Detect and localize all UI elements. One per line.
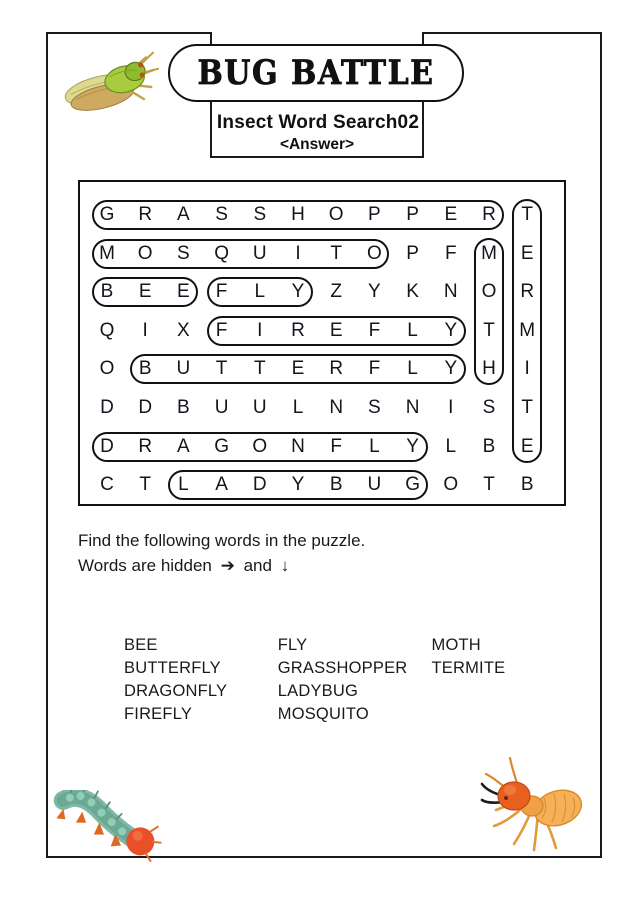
grid-cell: Y xyxy=(291,281,305,303)
grid-cell: O xyxy=(99,358,115,380)
grid-cell: M xyxy=(519,319,536,341)
grid-cell: S xyxy=(368,397,381,418)
grid-cell: L xyxy=(178,474,189,496)
word-list-item: DRAGONFLY xyxy=(124,682,228,700)
word-list-column-1 xyxy=(124,634,278,726)
grid-cell: M xyxy=(481,242,497,264)
grid-cell: G xyxy=(405,474,420,496)
grid-cell: M xyxy=(99,242,115,264)
word-search-grid xyxy=(78,180,566,506)
grid-cell: I xyxy=(142,319,148,341)
grid-cell: H xyxy=(482,358,496,380)
word-list-item: MOTH xyxy=(431,636,481,654)
grid-cell: B xyxy=(482,435,496,457)
grid-cell: B xyxy=(138,358,152,380)
grid-cell: O xyxy=(481,281,497,303)
grid-cell: T xyxy=(483,474,495,496)
arrow-down-icon: ↓ xyxy=(280,556,290,575)
answer-tab-label: <Answer> xyxy=(279,136,355,153)
word-list-item: BUTTERFLY xyxy=(124,659,221,677)
grid-cell: A xyxy=(177,204,190,225)
grid-cell: T xyxy=(139,474,151,496)
grid-cell: B xyxy=(329,474,343,496)
grid-cell: Y xyxy=(291,474,305,496)
grid-cell: D xyxy=(252,474,267,496)
grid-cell: R xyxy=(291,319,305,341)
grid-cell: U xyxy=(252,242,267,264)
grid-cell: I xyxy=(295,242,301,264)
grid-cell: T xyxy=(521,204,533,225)
grid-cell: Z xyxy=(330,281,342,303)
grid-cell: U xyxy=(176,358,191,380)
grid-cell: N xyxy=(291,435,305,457)
grid-cell: T xyxy=(253,358,266,380)
grid-cell: N xyxy=(405,397,420,418)
grid-cell: L xyxy=(407,319,418,341)
grid-cell: L xyxy=(369,435,380,457)
grid-cell: E xyxy=(520,435,534,457)
word-list-item: TERMITE xyxy=(431,659,506,677)
grid-cell: R xyxy=(138,204,153,225)
grid-cell: Y xyxy=(444,358,458,380)
grid-cell: L xyxy=(254,281,266,303)
grid-letters-layer xyxy=(80,182,568,508)
grid-cell: T xyxy=(330,242,342,264)
grid-cell: U xyxy=(252,397,267,418)
word-list-column-2 xyxy=(278,634,432,726)
grid-cell: I xyxy=(257,319,263,341)
grid-cell: X xyxy=(177,319,190,341)
grid-cell: B xyxy=(177,397,190,418)
grid-cell: F xyxy=(215,319,228,341)
grid-cell: O xyxy=(328,204,344,225)
grid-cell: A xyxy=(177,435,190,457)
grid-cell: R xyxy=(520,281,535,303)
grid-cell: Y xyxy=(368,281,381,303)
grid-cell: E xyxy=(138,281,152,303)
instructions-joiner: and xyxy=(243,556,272,575)
word-list-column-3 xyxy=(432,634,545,726)
grid-cell: E xyxy=(444,204,458,225)
termite-icon xyxy=(478,752,590,858)
instructions-line-2 xyxy=(78,553,548,578)
word-list-item: GRASSHOPPER xyxy=(277,659,408,677)
grid-cell: E xyxy=(177,281,190,303)
instructions-line-1: Find the following words in the puzzle. xyxy=(78,531,366,550)
grid-cell: F xyxy=(444,242,457,264)
grid-cell: F xyxy=(330,435,342,457)
grid-cell: B xyxy=(100,281,114,303)
grid-cell: G xyxy=(214,435,229,457)
grid-cell: F xyxy=(215,281,228,303)
grid-cell: L xyxy=(407,358,418,380)
grid-cell: Q xyxy=(99,319,115,341)
grid-cell: S xyxy=(482,397,496,418)
word-list-item: FIREFLY xyxy=(124,705,193,723)
word-list-item: BEE xyxy=(124,636,158,654)
grid-cell: D xyxy=(100,435,114,457)
grid-cell: S xyxy=(215,204,228,225)
title-banner xyxy=(168,44,464,102)
grid-cell: L xyxy=(292,397,304,418)
grid-cell: P xyxy=(406,242,419,264)
grid-cell: F xyxy=(368,358,381,380)
grid-cell: R xyxy=(138,435,153,457)
grid-cell: H xyxy=(291,204,305,225)
grid-cell: E xyxy=(520,242,534,264)
grid-cell: Y xyxy=(406,435,419,457)
grid-cell: C xyxy=(100,474,114,496)
grid-cell: L xyxy=(445,435,457,457)
grid-cell: O xyxy=(252,435,268,457)
grid-cell: N xyxy=(329,397,344,418)
grid-cell: U xyxy=(367,474,382,496)
instructions-prefix: Words are hidden xyxy=(78,556,212,575)
grid-cell: B xyxy=(520,474,534,496)
page-title: BUG BATTLE xyxy=(197,53,435,93)
word-list-item: LADYBUG xyxy=(277,682,359,700)
page-subtitle: Insect Word Search02 xyxy=(216,112,420,133)
grid-cell: E xyxy=(291,358,305,380)
grid-cell: P xyxy=(368,204,381,225)
grid-cell: O xyxy=(367,242,382,264)
grid-cell: S xyxy=(253,204,267,225)
grid-cell: R xyxy=(482,204,496,225)
grid-cell: O xyxy=(443,474,459,496)
grid-cell: R xyxy=(329,358,344,380)
grid-cell: T xyxy=(521,397,533,418)
grid-cell: U xyxy=(214,397,229,418)
grid-cell: N xyxy=(443,281,458,303)
grid-cell: Q xyxy=(214,242,229,264)
arrow-right-icon: ➔ xyxy=(220,556,235,575)
grid-cell: E xyxy=(329,319,343,341)
grid-cell: G xyxy=(99,204,115,225)
grid-cell: F xyxy=(368,319,381,341)
grid-cell: I xyxy=(448,397,454,418)
grid-cell: T xyxy=(215,358,228,380)
instructions xyxy=(78,528,548,578)
caterpillar-icon xyxy=(46,790,166,868)
grid-cell: O xyxy=(137,242,153,264)
grid-cell: T xyxy=(483,319,495,341)
grid-cell: P xyxy=(406,204,419,225)
word-list xyxy=(124,634,544,726)
word-list-item: FLY xyxy=(277,636,308,654)
grid-cell: K xyxy=(406,281,419,303)
grid-cell: I xyxy=(524,358,530,380)
grid-cell: D xyxy=(100,397,114,418)
grid-cell: D xyxy=(138,397,153,418)
word-list-item: MOSQUITO xyxy=(277,705,369,723)
grid-cell: Y xyxy=(444,319,458,341)
grid-cell: A xyxy=(215,474,228,496)
grid-cell: S xyxy=(177,242,190,264)
